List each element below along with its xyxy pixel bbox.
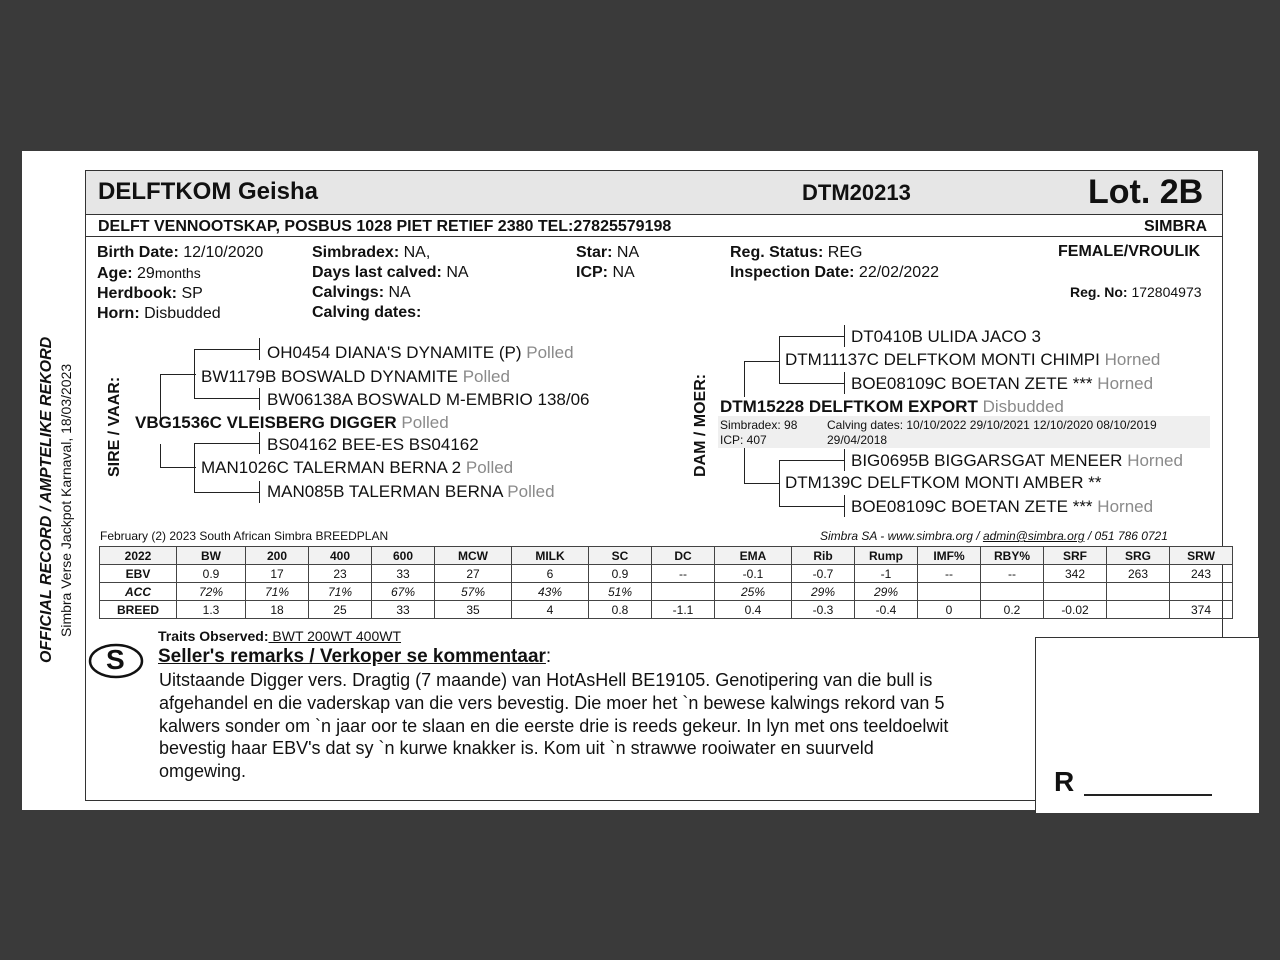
ebv-header-cell: SRG <box>1107 547 1170 565</box>
ebv-cell: 43% <box>512 583 589 601</box>
sire-side-label: SIRE / VAAR: <box>106 376 123 477</box>
ebv-header-cell: BW <box>177 547 246 565</box>
ebv-header-cell: Rump <box>855 547 918 565</box>
ebv-header-cell: RBY% <box>981 547 1044 565</box>
ebv-cell: -0.1 <box>715 565 792 583</box>
ebv-cell: 0.9 <box>177 565 246 583</box>
dam-side-label: DAM / MOER: <box>692 373 709 477</box>
dam-indexes: Simbradex: 98 ICP: 407 <box>720 418 798 447</box>
ebv-cell: 0.8 <box>589 601 652 619</box>
breed-name: SIMBRA <box>1144 218 1208 235</box>
ebv-cell: -- <box>918 565 981 583</box>
dam-dam-sire: BIG0695B BIGGARSGAT MENEER Horned <box>851 451 1183 470</box>
remarks-body: Uitstaande Digger vers. Dragtig (7 maande) van HotAsHell BE19105. Genotipering van die bull is afgehandel en die vaderskap van die vers bevestig. Die moer het `n bewese kalwings rekord van 5 kalwers sonder om `n jaar oor te slaan en die eerste drie is reeds gekeur. In lyn met ons teeldoelwit bevestig haar EBV's dat sy `n kurwe knakker is. Kom uit `n strawwe rooiwater en suurveld omgewing. <box>159 670 949 782</box>
calvings-value: NA <box>388 284 411 301</box>
ebv-cell <box>918 583 981 601</box>
breedplan-title: February (2) 2023 South African Simbra BREEDPLAN <box>100 529 389 543</box>
ebv-header-cell: SRF <box>1044 547 1107 565</box>
animal-name: DELFTKOM Geisha <box>98 178 319 205</box>
ebv-cell: 71% <box>246 583 309 601</box>
ebv-cell: -0.02 <box>1044 601 1107 619</box>
contact-email-link[interactable]: admin@simbra.org <box>982 529 1085 543</box>
ebv-row-breed <box>100 601 1233 619</box>
animal-id: DTM20213 <box>802 180 911 205</box>
simbra-seller-logo: S <box>87 641 145 681</box>
ebv-cell: 6 <box>512 565 589 583</box>
ebv-header-row <box>100 547 1233 565</box>
sire-dam: MAN1026C TALERMAN BERNA 2 Polled <box>201 458 514 477</box>
signature-label: R <box>1054 766 1075 797</box>
ebv-cell: -0.7 <box>792 565 855 583</box>
dam-sire-dam: BOE08109C BOETAN ZETE *** Horned <box>851 374 1154 393</box>
ebv-cell: 35 <box>435 601 512 619</box>
official-record-label: OFFICIAL RECORD / AMPTELIKE REKORD <box>38 336 55 663</box>
ebv-cell: 33 <box>372 565 435 583</box>
ebv-header-cell: SRW <box>1170 547 1233 565</box>
ebv-cell: 4 <box>512 601 589 619</box>
sire-sire-dam: BW06138A BOSWALD M-EMBRIO 138/06 <box>267 390 590 409</box>
ebv-cell: 17 <box>246 565 309 583</box>
ebv-cell <box>981 583 1044 601</box>
signature-line <box>1084 794 1212 796</box>
ebv-cell: BREED <box>100 601 177 619</box>
remarks-title: Seller's remarks / Verkoper se kommentaar: <box>158 646 552 667</box>
sale-name-label: Simbra Verse Jackpot Karnaval, 18/03/2023 <box>58 363 74 637</box>
ebv-cell <box>1107 601 1170 619</box>
ebv-header-cell: MCW <box>435 547 512 565</box>
ebv-cell <box>1044 583 1107 601</box>
birth-date: 12/10/2020 <box>183 244 264 261</box>
ebv-cell: 51% <box>589 583 652 601</box>
lot-card <box>22 151 1258 810</box>
ebv-header-cell: SC <box>589 547 652 565</box>
traits-observed: Traits Observed: BWT 200WT 400WT <box>158 628 402 644</box>
ebv-cell: 0.2 <box>981 601 1044 619</box>
ebv-header-cell: MILK <box>512 547 589 565</box>
ebv-cell: -1.1 <box>652 601 715 619</box>
ebv-cell: 243 <box>1170 565 1233 583</box>
ebv-cell: 374 <box>1170 601 1233 619</box>
dam-name: DTM15228 DELFTKOM EXPORT Disbudded <box>720 397 1064 416</box>
info-col-1: Birth Date: 12/10/2020 Age: 29months Herdbook: SP Horn: Disbudded <box>97 244 264 322</box>
ebv-cell: 1.3 <box>177 601 246 619</box>
sex-label: FEMALE/VROULIK <box>1058 243 1201 260</box>
ebv-header-cell: EMA <box>715 547 792 565</box>
ebv-cell: 33 <box>372 601 435 619</box>
ebv-cell: 72% <box>177 583 246 601</box>
ebv-cell: -- <box>652 565 715 583</box>
ebv-header-cell: IMF% <box>918 547 981 565</box>
dam-sire: DTM11137C DELFTKOM MONTI CHIMPI Horned <box>785 350 1161 369</box>
lot-number: Lot. 2B <box>1088 173 1204 211</box>
ebv-cell: 29% <box>792 583 855 601</box>
ebv-cell: 0 <box>918 601 981 619</box>
ebv-cell: 57% <box>435 583 512 601</box>
days-calved-value: NA <box>446 264 469 281</box>
ebv-cell: 27 <box>435 565 512 583</box>
inspection-date: 22/02/2022 <box>858 264 939 281</box>
ebv-cell <box>1170 583 1233 601</box>
dam-dam-dam: BOE08109C BOETAN ZETE *** Horned <box>851 497 1154 516</box>
ebv-cell: 18 <box>246 601 309 619</box>
ebv-cell: -- <box>981 565 1044 583</box>
ebv-cell: ACC <box>100 583 177 601</box>
ebv-header-cell: Rib <box>792 547 855 565</box>
info-col-4: Reg. Status: REG Inspection Date: 22/02/2022 <box>730 244 939 281</box>
ebv-cell: 0.9 <box>589 565 652 583</box>
ebv-header-cell: DC <box>652 547 715 565</box>
dam-calving-dates: Calving dates: 10/10/2022 29/10/2021 12/10/2020 08/10/2019 29/04/2018 <box>827 418 1157 447</box>
info-col-2: Simbradex: NA, Days last calved: NA Calvings: NA Calving dates: <box>312 244 469 321</box>
ebv-cell: 25% <box>715 583 792 601</box>
ebv-cell: -0.3 <box>792 601 855 619</box>
ebv-cell: 71% <box>309 583 372 601</box>
sire-name: VBG1536C VLEISBERG DIGGER Polled <box>135 413 449 432</box>
ebv-cell: 23 <box>309 565 372 583</box>
sire-dam-dam: MAN085B TALERMAN BERNA Polled <box>267 482 555 501</box>
owner-address: DELFT VENNOOTSKAP, POSBUS 1028 PIET RETIEF 2380 TEL:27825579198 <box>98 218 672 235</box>
icp-value: NA <box>612 264 635 281</box>
dam-dam: DTM139C DELFTKOM MONTI AMBER ** <box>785 473 1102 492</box>
ebv-cell: 263 <box>1107 565 1170 583</box>
ebv-header-cell: 400 <box>309 547 372 565</box>
breedplan-contact: Simbra SA - www.simbra.org / admin@simbra.org / 051 786 0721 <box>820 529 1168 543</box>
ebv-cell <box>652 583 715 601</box>
ebv-header-cell: 600 <box>372 547 435 565</box>
ebv-row-acc <box>100 583 1233 601</box>
star-value: NA <box>616 244 640 261</box>
ebv-cell: -0.4 <box>855 601 918 619</box>
ebv-cell: 29% <box>855 583 918 601</box>
ebv-cell <box>1107 583 1170 601</box>
ebv-header-cell: 2022 <box>100 547 177 565</box>
reg-no: Reg. No: 172804973 <box>1070 284 1202 300</box>
ebv-cell: 0.4 <box>715 601 792 619</box>
simbradex-value: NA, <box>403 244 431 261</box>
ebv-cell: EBV <box>100 565 177 583</box>
sire-dam-sire: BS04162 BEE-ES BS04162 <box>267 435 479 454</box>
ebv-cell: -1 <box>855 565 918 583</box>
ebv-cell: 67% <box>372 583 435 601</box>
info-col-3: Star: NA ICP: NA <box>576 244 640 281</box>
dam-sire-sire: DT0410B ULIDA JACO 3 <box>851 327 1041 346</box>
sire-sire: BW1179B BOSWALD DYNAMITE Polled <box>201 367 510 386</box>
ebv-cell: 342 <box>1044 565 1107 583</box>
reg-status-value: REG <box>827 244 863 261</box>
ebv-table <box>99 546 1233 619</box>
sire-sire-sire: OH0454 DIANA'S DYNAMITE (P) Polled <box>267 343 574 362</box>
ebv-row-ebv <box>100 565 1233 583</box>
age-value: 29 <box>137 265 155 282</box>
horn-value: Disbudded <box>144 305 221 322</box>
herdbook-value: SP <box>181 285 203 302</box>
ebv-header-cell: 200 <box>246 547 309 565</box>
ebv-cell: 25 <box>309 601 372 619</box>
